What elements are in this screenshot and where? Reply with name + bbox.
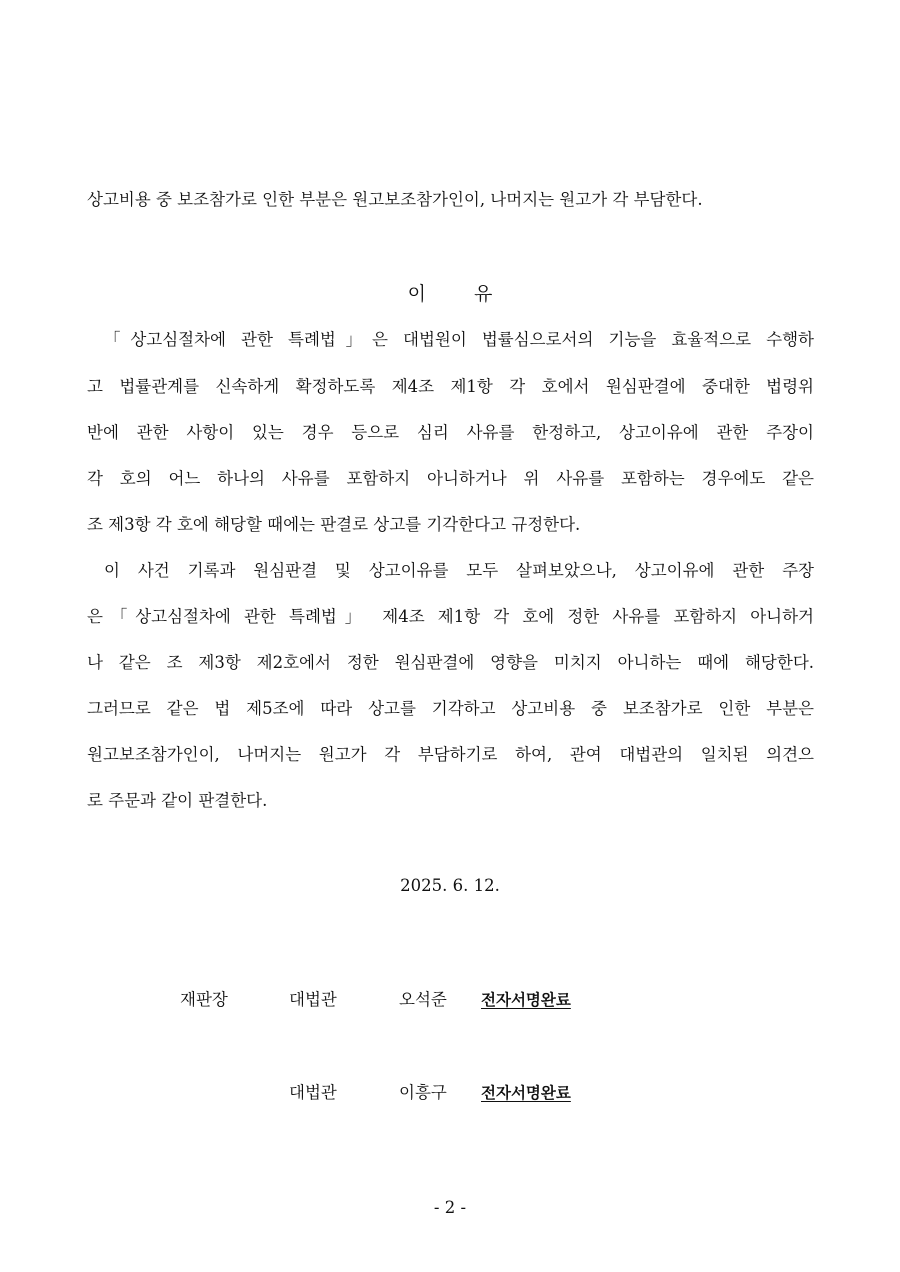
signature-name: 이흥구 bbox=[399, 1083, 447, 1102]
paragraph2-line: 그러므로 같은 법 제5조에 따라 상고를 기각하고 상고비용 중 보조참가로 인한 부분은 bbox=[87, 699, 814, 718]
signature-title: 대법관 bbox=[289, 990, 337, 1009]
paragraph2-line: 은「상고심절차에 관한 특례법」 제4조 제1항 각 호에 정한 사유를 포함하지 아니하거 bbox=[87, 607, 814, 626]
paragraph2-line: 나 같은 조 제3항 제2호에서 정한 원심판결에 영향을 미치지 아니하는 때에 해당한다. bbox=[87, 653, 814, 672]
signature-status: 전자서명완료 bbox=[481, 991, 571, 1009]
paragraph1-line: 조 제3항 각 호에 해당할 때에는 판결로 상고를 기각한다고 규정한다. bbox=[87, 515, 581, 534]
paragraph1-line: 「상고심절차에 관한 특례법」은 대법원이 법률심으로서의 기능을 효율적으로 수행하 bbox=[104, 330, 814, 349]
paragraph2-line: 로 주문과 같이 판결한다. bbox=[87, 791, 268, 810]
paragraph2-line: 이 사건 기록과 원심판결 및 상고이유를 모두 살펴보았으나, 상고이유에 관한 주장 bbox=[104, 561, 814, 580]
judgment-order-line: 상고비용 중 보조참가로 인한 부분은 원고보조참가인이, 나머지는 원고가 각 부담한다. bbox=[87, 190, 703, 209]
section-heading-reasons bbox=[0, 281, 900, 307]
signature-status: 전자서명완료 bbox=[481, 1084, 571, 1102]
paragraph2-line: 원고보조참가인이, 나머지는 원고가 각 부담하기로 하여, 관여 대법관의 일치된 의견으 bbox=[87, 745, 814, 764]
paragraph1-line: 각 호의 어느 하나의 사유를 포함하지 아니하거나 위 사유를 포함하는 경우에도 같은 bbox=[87, 469, 814, 488]
heading-char-2: 유 bbox=[474, 283, 493, 305]
page-number: - 2 - bbox=[433, 1198, 467, 1217]
signature-title: 대법관 bbox=[289, 1083, 337, 1102]
signature-name: 오석준 bbox=[399, 990, 447, 1009]
heading-char-1: 이 bbox=[407, 283, 426, 305]
paragraph1-line: 반에 관한 사항이 있는 경우 등으로 심리 사유를 한정하고, 상고이유에 관한 주장이 bbox=[87, 423, 814, 442]
paragraph1-line: 고 법률관계를 신속하게 확정하도록 제4조 제1항 각 호에서 원심판결에 중대한 법령위 bbox=[87, 377, 814, 396]
signature-role: 재판장 bbox=[180, 990, 228, 1009]
judgment-date: 2025. 6. 12. bbox=[400, 876, 500, 895]
